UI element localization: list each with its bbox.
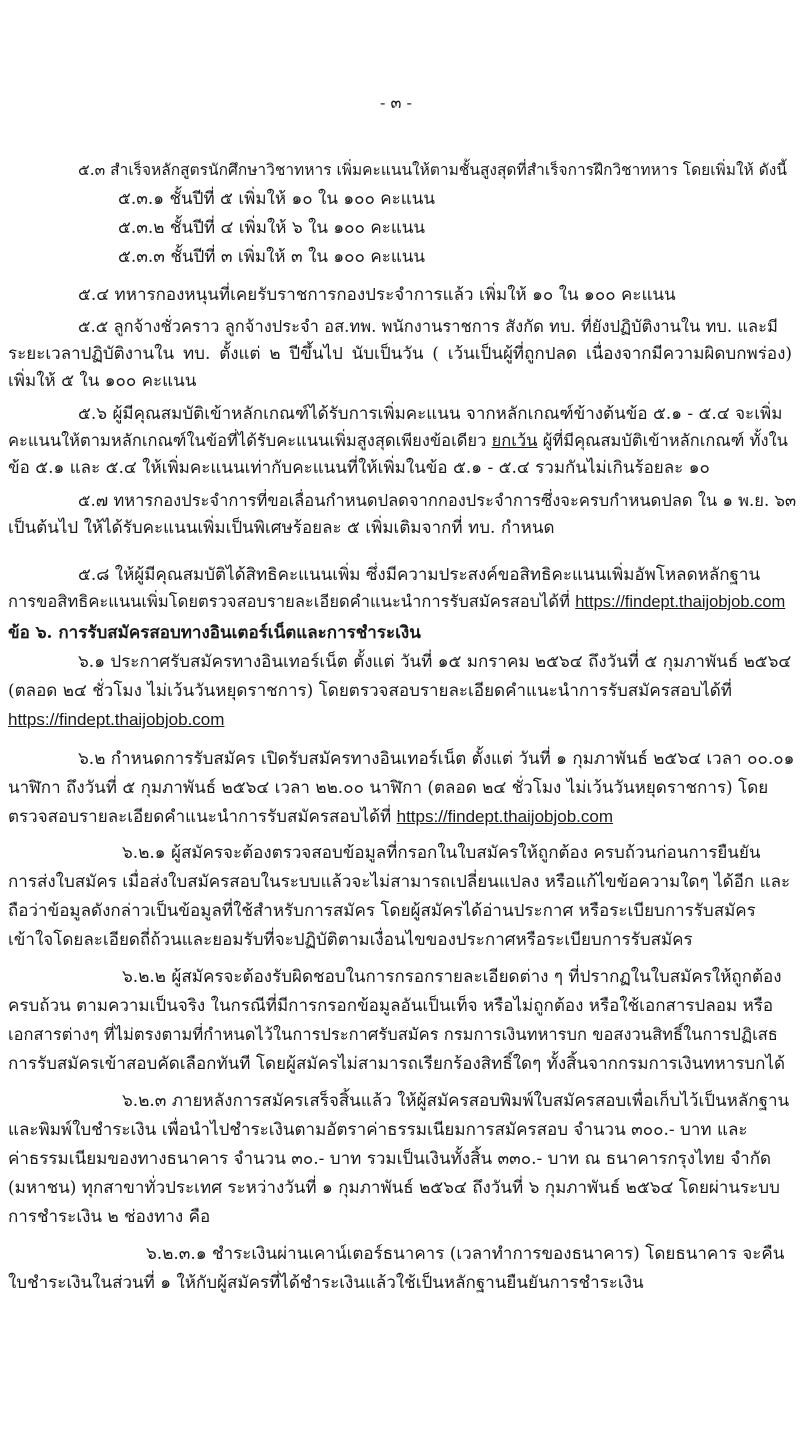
clause-5-7-line-1: ๕.๗ ทหารกองประจำการที่ขอเลื่อนกำหนดปลดจากกองประจำการซึ่งจะครบกำหนดปลด ใน ๑ พ.ย. ๖๓ <box>78 491 797 510</box>
clause-5-7-line-2: เป็นต้นไป ให้ได้รับคะแนนเพิ่มเป็นพิเศษร้อยละ ๕ เพิ่มเติมจากที่ ทบ. กำหนด <box>8 518 555 538</box>
clause-6-2-2-line-2: ครบถ้วน ตามความเป็นจริง ในกรณีที่มีการกรอกข้อมูลอันเป็นเท็จ หรือไม่ถูกต้อง หรือใช้เอกสารปลอม หรือ <box>8 996 774 1016</box>
clause-6-2-1-line-2: การส่งใบสมัคร เมื่อส่งใบสมัครสอบในระบบแล้วจะไม่สามารถเปลี่ยนแปลง หรือแก้ไขข้อความใดๆ ได้อีก และ <box>8 872 791 892</box>
clause-5-8-line-1: ๕.๘ ให้ผู้มีคุณสมบัติได้สิทธิคะแนนเพิ่ม ซึ่งมีความประสงค์ขอสิทธิคะแนนเพิ่มอัพโหลดหลักฐาน <box>78 565 761 585</box>
findept-link[interactable]: https://findept.thaijobjob.com <box>8 710 225 729</box>
clause-5-6-line-2 <box>8 428 788 454</box>
clause-5-6-line-1: ๕.๖ ผู้มีคุณสมบัติเข้าหลักเกณฑ์ได้รับการเพิ่มคะแนน จากหลักเกณฑ์ข้างต้นข้อ ๕.๑ - ๕.๔ จะเพิ่ม <box>78 404 783 424</box>
clause-5-3-2: ๕.๓.๒ ชั้นปีที่ ๔ เพิ่มให้ ๖ ใน ๑๐๐ คะแนน <box>118 218 426 238</box>
clause-5-3-1: ๕.๓.๑ ชั้นปีที่ ๕ เพิ่มให้ ๑๐ ใน ๑๐๐ คะแนน <box>118 189 435 209</box>
clause-5-3-3: ๕.๓.๓ ชั้นปีที่ ๓ เพิ่มให้ ๓ ใน ๑๐๐ คะแนน <box>118 247 426 267</box>
clause-6-2-line-3 <box>8 804 613 830</box>
clause-6-2-3-1-line-2: ใบชำระเงินในส่วนที่ ๑ ให้กับผู้สมัครที่ได้ชำระเงินแล้วใช้เป็นหลักฐานยืนยันการชำระเงิน <box>8 1273 644 1293</box>
clause-6-2-3-line-4: (มหาชน) ทุกสาขาทั่วประเทศ ระหว่างวันที่ ๑ กุมภาพันธ์ ๒๕๖๔ ถึงวันที่ ๖ กุมภาพันธ์ ๒๕๖๔ โดยผ่านระบบ <box>8 1178 780 1198</box>
clause-6-2-1-line-3: ถือว่าข้อมูลดังกล่าวเป็นข้อมูลที่ใช้สำหรับการสมัคร โดยผู้สมัครได้อ่านประกาศ หรือระเบียบการรับสมัคร <box>8 901 756 921</box>
section-6-heading: ข้อ ๖. การรับสมัครสอบทางอินเตอร์เน็ตและการชำระเงิน <box>8 623 421 643</box>
clause-5-8-text: การขอสิทธิคะแนนเพิ่มโดยตรวจสอบรายละเอียดคำแนะนำการรับสมัครสอบได้ที่ <box>8 592 576 611</box>
clause-5-4: ๕.๔ ทหารกองหนุนที่เคยรับราชการกองประจำการแล้ว เพิ่มให้ ๑๐ ใน ๑๐๐ คะแนน <box>78 285 676 305</box>
page-number: - ๓ - <box>380 93 412 112</box>
findept-link[interactable]: https://findept.thaijobjob.com <box>575 593 786 611</box>
clause-6-1-line-2: (ตลอด ๒๔ ชั่วโมง ไม่เว้นวันหยุดราชการ) โดยตรวจสอบรายละเอียดคำแนะนำการรับสมัครสอบได้ที่ <box>8 681 733 701</box>
clause-6-2-2-line-4: การรับสมัครเข้าสอบคัดเลือกทันที โดยผู้สมัครไม่สามารถเรียกร้องสิทธิ์ใดๆ ทั้งสิ้นจากกรมการเงินทหารบกได้ <box>8 1054 786 1074</box>
clause-5-5-line-2: ระยะเวลาปฏิบัติงานใน ทบ. ตั้งแต่ ๒ ปีขึ้นไป นับเป็นวัน ( เว้นเป็นผู้ที่ถูกปลด เนื่องจากมีความผิดบกพร่อง) <box>8 344 792 364</box>
clause-5-8-line-2 <box>8 589 785 615</box>
clause-6-1-line-1: ๖.๑ ประกาศรับสมัครทางอินเทอร์เน็ต ตั้งแต่ วันที่ ๑๕ มกราคม ๒๕๖๔ ถึงวันที่ ๕ กุมภาพันธ์ ๒๕๖๔ <box>78 652 792 672</box>
clause-6-2-3-line-1: ๖.๒.๓ ภายหลังการสมัครเสร็จสิ้นแล้ว ให้ผู้สมัครสอบพิมพ์ใบสมัครสอบเพื่อเก็บไว้เป็นหลักฐาน <box>122 1091 790 1111</box>
clause-5-6-except: ยกเว้น <box>491 431 538 450</box>
findept-link[interactable]: https://findept.thaijobjob.com <box>396 807 614 826</box>
clause-6-2-1-line-4: เข้าใจโดยละเอียดถี่ถ้วนและยอมรับที่จะปฏิบัติตามเงื่อนไขของประกาศหรือระเบียบการรับสมัคร <box>8 930 693 950</box>
clause-5-6-line-3: ข้อ ๕.๑ และ ๕.๔ ให้เพิ่มคะแนนเท่ากับคะแนนที่ให้เพิ่มในข้อ ๕.๑ - ๕.๔ รวมกันไม่เกินร้อยละ ๑๐ <box>8 458 710 478</box>
clause-6-2-3-line-2: และพิมพ์ใบชำระเงิน เพื่อนำไปชำระเงินตามอัตราค่าธรรมเนียมการสมัครสอบ จำนวน ๓๐๐.- บาท และ <box>8 1120 748 1140</box>
clause-5-5-line-3: เพิ่มให้ ๕ ใน ๑๐๐ คะแนน <box>8 371 197 391</box>
clause-6-2-1-line-1: ๖.๒.๑ ผู้สมัครจะต้องตรวจสอบข้อมูลที่กรอกในใบสมัครให้ถูกต้อง ครบถ้วนก่อนการยืนยัน <box>122 843 761 863</box>
clause-5-3: ๕.๓ สำเร็จหลักสูตรนักศึกษาวิชาทหาร เพิ่มคะแนนให้ตามชั้นสูงสุดที่สำเร็จการฝึกวิชาทหาร โดยเพิ่มให้ ดังนี้ <box>78 161 787 179</box>
clause-6-2-2-line-1: ๖.๒.๒ ผู้สมัครจะต้องรับผิดชอบในการกรอกรายละเอียดต่าง ๆ ที่ปรากฏในใบสมัครให้ถูกต้อง <box>122 967 782 987</box>
clause-6-2-2-line-3: เอกสารต่างๆ ที่ไม่ตรงตามที่กำหนดไว้ในการประกาศรับสมัคร กรมการเงินทหารบก ขอสงวนสิทธิ์ในการปฏิเสธ <box>8 1025 778 1044</box>
clause-6-2-line-2: นาฬิกา ถึงวันที่ ๕ กุมภาพันธ์ ๒๕๖๔ เวลา ๒๒.๐๐ นาฬิกา (ตลอด ๒๔ ชั่วโมง ไม่เว้นวันหยุดราชการ) โดย <box>8 778 769 798</box>
clause-5-5-line-1: ๕.๕ ลูกจ้างชั่วคราว ลูกจ้างประจำ อส.ทพ. พนักงานราชการ สังกัด ทบ. ที่ยังปฏิบัติงานใน ทบ. และมี <box>78 317 778 336</box>
clause-6-2-3-1-line-1: ๖.๒.๓.๑ ชำระเงินผ่านเคาน์เตอร์ธนาคาร (เวลาทำการของธนาคาร) โดยธนาคาร จะคืน <box>146 1244 785 1264</box>
clause-6-2-3-line-3: ค่าธรรมเนียมของทางธนาคาร จำนวน ๓๐.- บาท รวมเป็นเงินทั้งสิ้น ๓๓๐.- บาท ณ ธนาคารกรุงไทย จำกัด <box>8 1149 772 1169</box>
clause-6-2-3-line-5: การชำระเงิน ๒ ช่องทาง คือ <box>8 1207 211 1227</box>
clause-5-6-text-a: คะแนนให้ตามหลักเกณฑ์ในข้อที่ได้รับคะแนนเพิ่มสูงสุดเพียงข้อเดียว <box>8 431 492 450</box>
clause-6-2-text: ตรวจสอบรายละเอียดคำแนะนำการรับสมัครสอบได้ที่ <box>8 807 397 827</box>
clause-6-2-line-1: ๖.๒ กำหนดการรับสมัคร เปิดรับสมัครทางอินเทอร์เน็ต ตั้งแต่ วันที่ ๑ กุมภาพันธ์ ๒๕๖๔ เวลา ๐๐.๐๑ <box>78 749 795 769</box>
clause-5-6-text-b: ผู้ที่มีคุณสมบัติเข้าหลักเกณฑ์ ทั้งใน <box>537 431 788 450</box>
